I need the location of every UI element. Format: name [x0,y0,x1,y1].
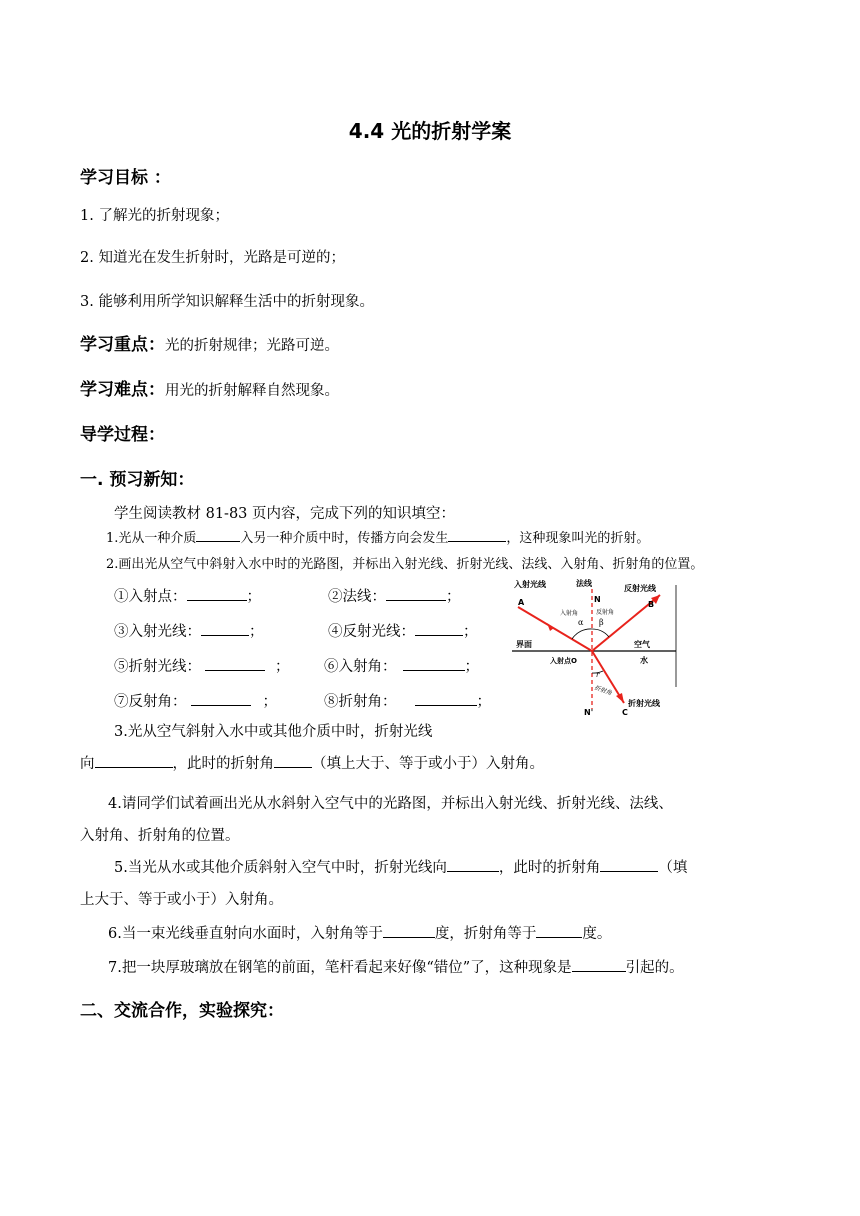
fill-3-label: ③入射光线： [114,624,201,640]
q6-blank-2[interactable] [536,923,582,938]
question-4-line2: 入射角、折射角的位置。 [80,828,240,844]
q6-text-c: 度。 [582,926,612,942]
section1-heading: 一. 预习新知： [80,470,195,490]
question-5-line2: 上大于、等于或小于）入射角。 [80,892,283,908]
question-5-line1 [114,856,687,877]
difficulty-label: 学习难点： [80,380,165,400]
question-3-line2 [80,752,544,773]
q6-blank-1[interactable] [383,923,435,938]
fill-5-blank[interactable] [205,656,265,671]
q1-blank-2[interactable] [448,527,506,542]
question-4-line1: 4.请同学们试着画出光从水斜射入空气中的光路图，并标出入射光线、折射光线、法线、 [108,796,673,812]
section1-intro: 学生阅读教材 81-83 页内容，完成下列的知识填空： [114,506,456,522]
difficulty [80,375,339,400]
fill-5-label: ⑤折射光线： [114,659,201,675]
refracted-arrow [616,693,624,703]
fill-3 [114,620,264,641]
label-A: A [518,598,525,607]
objective-2: 2. 知道光在发生折射时，光路是可逆的； [80,250,345,266]
q5-blank-1[interactable] [447,857,499,872]
process-heading: 导学过程： [80,425,165,445]
question-2: 2.画出光从空气中斜射入水中时的光路图，并标出入射光线、折射光线、法线、入射角、折射角的位置。 [106,557,704,572]
fill-2 [328,585,461,606]
fill-8 [324,690,491,711]
fill-5 [114,655,290,676]
q5-text-c: （填 [658,860,688,876]
fill-7-blank[interactable] [191,691,251,706]
label-N: N [594,595,601,604]
fill-8-label: ⑧折射角： [324,694,397,710]
question-3-line1: 3.光从空气斜射入水中或其他介质中时，折射光线 [114,724,433,740]
fill-8-end: ； [476,694,491,710]
fill-6-blank[interactable] [403,656,465,671]
question-6 [108,922,611,943]
fill-3-end: ； [249,624,264,640]
q1-text-c: ，这种现象叫光的折射。 [506,531,650,546]
fill-2-label: ②法线： [328,589,386,605]
q3-blank-2[interactable] [274,753,312,768]
q6-text-b: 度，折射角等于 [434,926,537,942]
fill-1-blank[interactable] [187,586,247,601]
q3-blank-1[interactable] [95,753,173,768]
q3-text-c: ，此时的折射角 [172,756,274,772]
q7-blank-1[interactable] [572,957,626,972]
q1-blank-1[interactable] [196,527,240,542]
q1-text-a: 1.光从一种介质 [106,531,197,546]
fill-2-blank[interactable] [386,586,446,601]
label-incidence-point: 入射点O [550,657,577,665]
fill-5-end: ； [275,659,290,675]
label-C: C [622,708,628,715]
fill-6 [324,655,479,676]
label-beta: β [599,618,604,627]
question-1 [106,527,649,546]
label-incidence-angle: 入射角 [560,610,579,617]
fill-7 [114,690,277,711]
label-normal: 法线 [576,579,592,588]
q5-blank-2[interactable] [600,857,658,872]
section2-heading: 二、交流合作，实验探究： [80,1001,284,1021]
objective-3: 3. 能够利用所学知识解释生活中的折射现象。 [80,294,374,310]
label-alpha: α [578,618,584,627]
question-7 [108,956,684,977]
fill-1-end: ； [246,589,261,605]
reflection-angle-arc [592,629,609,637]
label-air: 空气 [634,640,650,649]
fill-4-label: ④反射光线： [328,624,415,640]
fill-6-label: ⑥入射角： [324,659,397,675]
label-water: 水 [640,656,648,665]
page-title: 4.4 光的折射学案 [348,119,512,143]
q5-text-b: ，此时的折射角 [498,860,601,876]
fill-1 [114,585,261,606]
q3-text-b: 向 [80,756,95,772]
fill-4 [328,620,478,641]
fill-4-end: ； [463,624,478,640]
fill-2-end: ； [446,589,461,605]
label-refracted-ray: 折射光线 [628,699,660,708]
label-B: B [648,600,655,609]
objective-1: 1. 了解光的折射现象； [80,208,229,224]
key-point-text: 光的折射规律；光路可逆。 [165,338,339,354]
fill-7-end: ； [262,694,277,710]
label-N-prime: N' [584,708,594,715]
label-refraction-angle: 折射角 [593,684,613,698]
q7-text-b: 引起的。 [625,960,684,976]
q7-text-a: 7.把一块厚玻璃放在钢笔的前面，笔杆看起来好像“错位”了，这种现象是 [108,960,572,976]
objectives-heading: 学习目标 ： [80,168,171,188]
fill-7-label: ⑦反射角： [114,694,187,710]
label-reflected-ray: 反射光线 [624,584,656,593]
q5-text-a: 5.当光从水或其他介质斜射入空气中时，折射光线向 [114,860,447,876]
key-point [80,330,339,355]
difficulty-text: 用光的折射解释自然现象。 [165,383,339,399]
fill-4-blank[interactable] [415,621,463,636]
label-incident-ray: 入射光线 [514,580,546,589]
q3-text-d: （填上大于、等于或小于）入射角。 [312,756,544,772]
fill-3-blank[interactable] [201,621,249,636]
q6-text-a: 6.当一束光线垂直射向水面时，入射角等于 [108,926,383,942]
fill-6-end: ； [464,659,479,675]
incidence-angle-arc [572,629,592,639]
label-gamma: r [596,671,600,679]
q1-text-b: 入另一种介质中时，传播方向会发生 [240,531,449,546]
fill-8-blank[interactable] [415,691,477,706]
key-point-label: 学习重点： [80,335,165,355]
label-reflection-angle: 反射角 [596,609,615,616]
fill-1-label: ①入射点： [114,589,187,605]
refraction-diagram [510,575,678,715]
label-interface: 界面 [516,640,532,649]
